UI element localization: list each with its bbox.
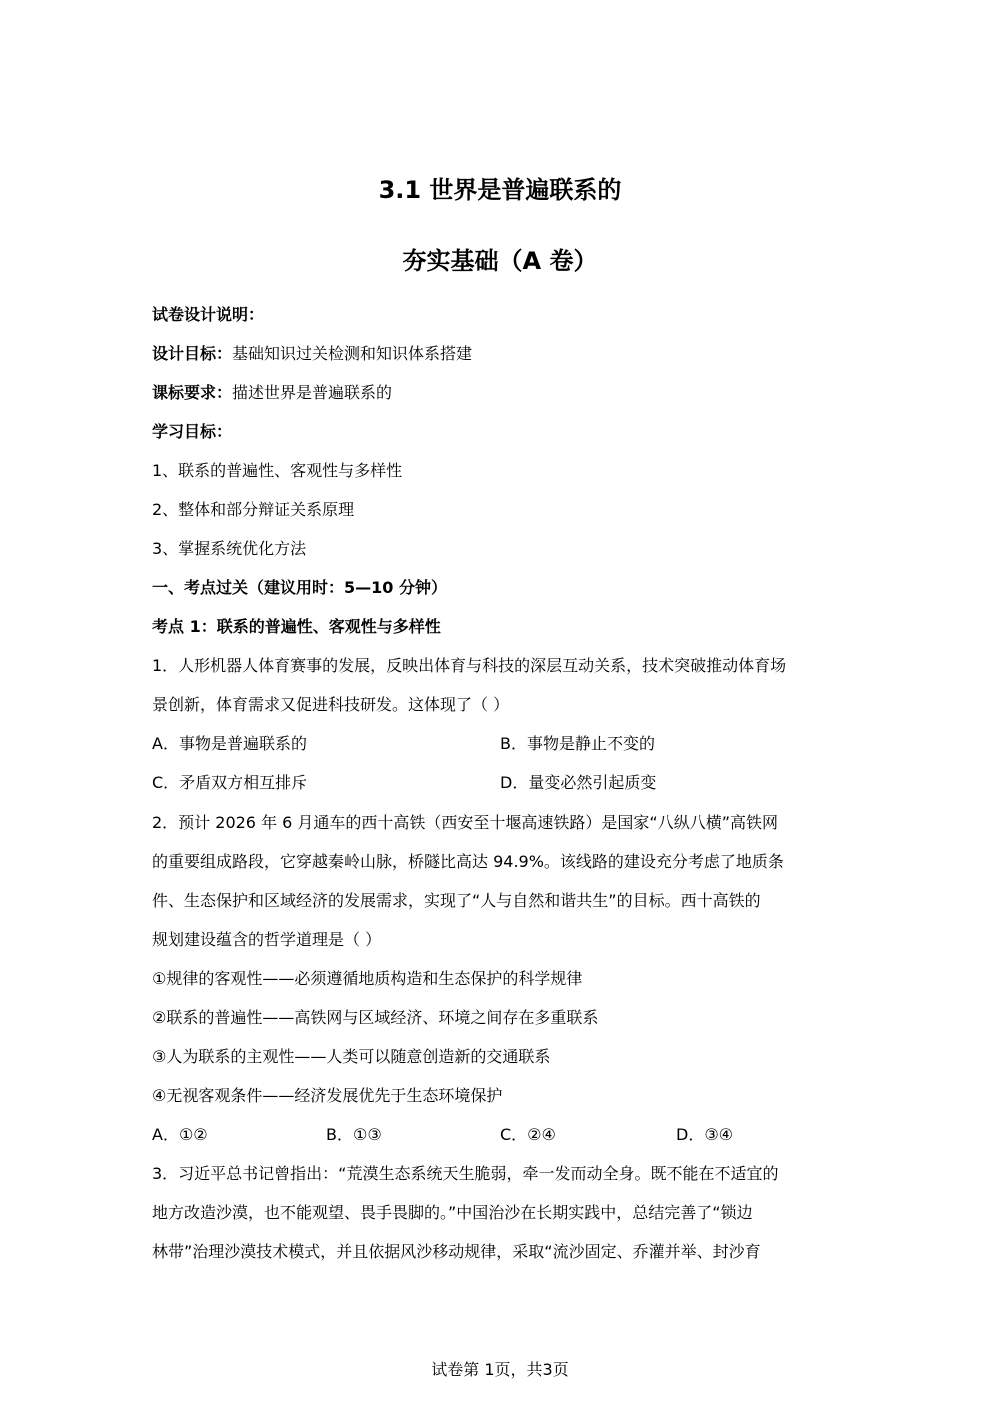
question-3-line: 3．习近平总书记曾指出：“荒漠生态系统天生脆弱，牵一发而动全身。既不能在不适宜的 [152, 1164, 779, 1183]
question-2-line: 的重要组成路段，它穿越秦岭山脉，桥隧比高达 94.9%。该线路的建设充分考虑了地质条 [152, 852, 784, 871]
learning-goal-item: 3、掌握系统优化方法 [152, 539, 307, 558]
question-2-statement: ③人为联系的主观性——人类可以随意创造新的交通联系 [152, 1047, 551, 1066]
question-2-option-c: C．②④ [500, 1125, 556, 1144]
document-subtitle: 夯实基础（A 卷） [402, 247, 598, 275]
design-goal-text: 基础知识过关检测和知识体系搭建 [232, 344, 473, 363]
question-2-statement: ①规律的客观性——必须遵循地质构造和生态保护的科学规律 [152, 969, 583, 988]
design-goal [152, 344, 852, 364]
question-2-line: 2．预计 2026 年 6 月通车的西十高铁（西安至十堰高速铁路）是国家“八纵八横”高铁网 [152, 813, 779, 832]
section-heading: 一、考点过关（建议用时：5—10 分钟） [152, 578, 447, 597]
question-1-option-a: A．事物是普遍联系的 [152, 734, 307, 753]
page-footer: 试卷第 1页，共3页 [431, 1360, 569, 1379]
curriculum-text: 描述世界是普遍联系的 [232, 383, 393, 402]
question-2-line: 件、生态保护和区域经济的发展需求，实现了“人与自然和谐共生”的目标。西十高铁的 [152, 891, 761, 910]
curriculum-requirement [152, 383, 852, 403]
question-2-statement: ④无视客观条件——经济发展优先于生态环境保护 [152, 1086, 503, 1105]
learning-goal-item: 2、整体和部分辩证关系原理 [152, 500, 355, 519]
question-3-line: 林带”治理沙漠技术模式，并且依据风沙移动规律，采取“流沙固定、乔灌并举、封沙育 [152, 1242, 761, 1261]
question-3-line: 地方改造沙漠，也不能观望、畏手畏脚的。”中国治沙在长期实践中，总结完善了“锁边 [152, 1203, 753, 1222]
question-2-option-b: B．①③ [326, 1125, 382, 1144]
document-title: 3.1 世界是普遍联系的 [378, 176, 622, 204]
topic-heading: 考点 1：联系的普遍性、客观性与多样性 [152, 617, 441, 636]
question-1-option-d: D．量变必然引起质变 [500, 773, 657, 792]
learning-goal-item: 1、联系的普遍性、客观性与多样性 [152, 461, 403, 480]
question-1-line: 景创新，体育需求又促进科技研发。这体现了（ ） [152, 695, 510, 714]
question-2-line: 规划建设蕴含的哲学道理是（ ） [152, 930, 382, 949]
design-note-heading: 试卷设计说明： [152, 305, 265, 324]
question-1-option-b: B．事物是静止不变的 [500, 734, 655, 753]
question-2-option-a: A．①② [152, 1125, 208, 1144]
curriculum-label: 课标要求： [152, 383, 233, 402]
question-2-statement: ②联系的普遍性——高铁网与区域经济、环境之间存在多重联系 [152, 1008, 599, 1027]
question-2-option-d: D．③④ [676, 1125, 734, 1144]
learning-goal-heading: 学习目标： [152, 422, 233, 441]
design-goal-label: 设计目标： [152, 344, 233, 363]
question-1-line: 1．人形机器人体育赛事的发展，反映出体育与科技的深层互动关系，技术突破推动体育场 [152, 656, 787, 675]
question-1-option-c: C．矛盾双方相互排斥 [152, 773, 308, 792]
